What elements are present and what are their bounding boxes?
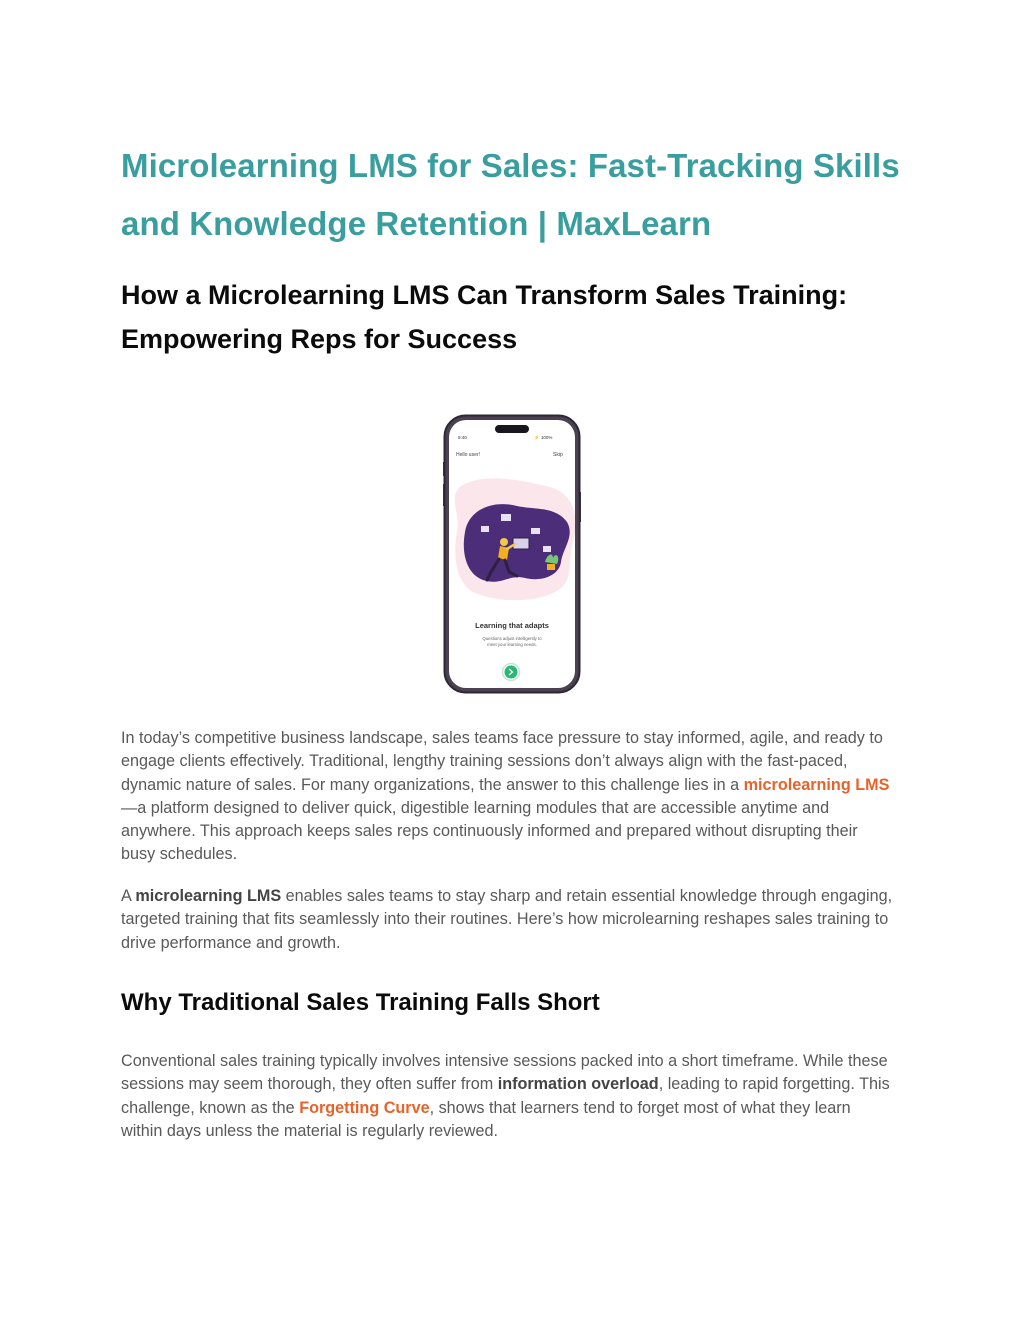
dynamic-island <box>495 425 529 433</box>
p2-bold-term: microlearning LMS <box>135 887 282 905</box>
article-subtitle: How a Microlearning LMS Can Transform Sales Training: Empowering Reps for Success <box>121 280 848 354</box>
forgetting-curve-link[interactable]: Forgetting Curve <box>299 1098 430 1117</box>
floating-screen-shape <box>531 528 540 534</box>
microlearning-lms-link[interactable]: microlearning LMS <box>743 775 890 794</box>
greeting-text: Hello user! <box>456 452 480 458</box>
section-heading: Why Traditional Sales Training Falls Short <box>121 989 600 1016</box>
third-paragraph <box>121 1050 896 1143</box>
p3-bold-term: information overload <box>497 1075 659 1094</box>
floating-screen-shape <box>543 546 551 552</box>
page-title: Microlearning LMS for Sales: Fast-Tracking Skills and Knowledge Retention | MaxLearn <box>121 147 900 242</box>
phone-body-line-1: Questions adjust intelligently to <box>482 636 542 641</box>
floating-screen-shape <box>501 514 511 521</box>
p1-text-after: —a platform designed to deliver quick, digestible learning modules that are accessible anytime and anywhere. This approach keeps sales reps continuously informed and prepared without disrupting their busy schedules. <box>121 798 858 864</box>
p2-text: A <box>121 887 136 905</box>
floating-screen-shape <box>481 526 489 532</box>
person-head-shape <box>500 538 508 546</box>
skip-button[interactable]: Skip <box>553 452 563 458</box>
phone-body-line-2: meet your learning needs. <box>487 642 537 647</box>
status-battery: ⚡ 100% <box>534 435 553 440</box>
p2-text-after: enables sales teams to stay sharp and retain essential knowledge through engaging, targeted training that fits seamlessly into their routines. Here’s how microlearning reshapes sales training to drive performance and growth. <box>121 887 893 952</box>
phone-illustration <box>443 414 581 694</box>
p1-text: In today’s competitive business landscape, sales teams face pressure to stay informed, agile, and ready to engage clients effectively. Traditional, lengthy training sessions don’t always align with the fast-paced, dynamic nature of sales. For many organizations, the answer to this challenge lies in a <box>121 729 883 794</box>
p3-text: Conventional sales training typically involves intensive sessions packed into a short timeframe. While these sessions may seem thorough, they often suffer from <box>121 1052 888 1094</box>
plant-pot-shape <box>547 564 555 570</box>
phone-heading: Learning that adapts <box>475 621 549 630</box>
intro-paragraph <box>121 727 896 867</box>
p3-text-after: , shows that learners tend to forget most of what they learn within days unless the material is regularly reviewed. <box>121 1098 851 1140</box>
next-button[interactable] <box>503 664 520 681</box>
p3-text-middle: , leading to rapid forgetting. This challenge, known as the <box>121 1075 890 1117</box>
second-paragraph <box>121 885 896 955</box>
phone-mockup-image <box>443 414 581 694</box>
status-time: 9:40 <box>458 435 467 440</box>
